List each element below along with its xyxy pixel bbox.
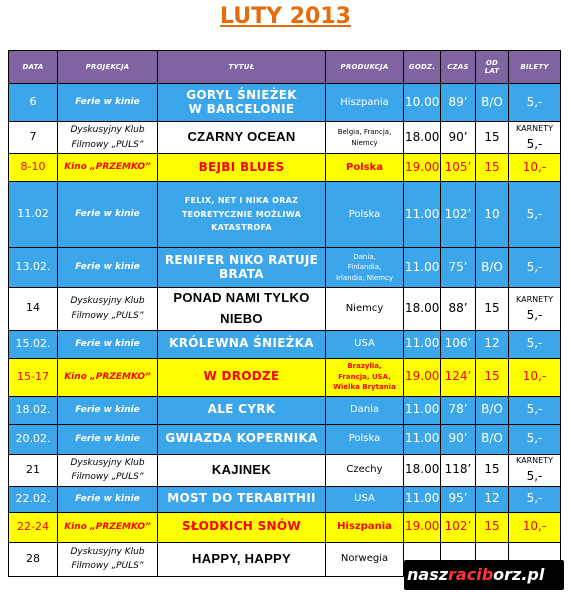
cell-age: B/O [476, 424, 509, 454]
cell-date: 11.02 [9, 182, 58, 248]
projection-line: Filmowy „PULS” [71, 472, 144, 483]
title-line: W BARCELONIE [188, 101, 295, 116]
cell-production [326, 358, 404, 396]
title-line: NIEBO [220, 310, 263, 326]
cell-projection: Kino „PRZEMKO” [58, 154, 158, 182]
cell-production: Polska [326, 424, 404, 454]
cell-tickets: 10,- [509, 512, 561, 542]
page-title: LUTY 2013 [220, 4, 351, 29]
cell-projection [58, 122, 158, 154]
cell-tickets: 5,- [509, 486, 561, 512]
cell-title: MOST DO TERABITHII [158, 486, 326, 512]
cell-title: KAJINEK [158, 454, 326, 486]
header-time: GODZ. [404, 51, 441, 84]
header-production: PRODUKCJA [326, 51, 404, 84]
cell-date: 6 [9, 84, 58, 122]
cell-duration: 90’ [441, 424, 476, 454]
cell-projection [58, 288, 158, 331]
schedule-table [8, 50, 561, 577]
cell-age: 12 [476, 330, 509, 358]
cell-production: Niemcy [326, 288, 404, 331]
table-row [9, 454, 561, 486]
cell-projection: Ferie w kinie [58, 182, 158, 248]
cell-date: 22-24 [9, 512, 58, 542]
cell-tickets: 5,- [509, 182, 561, 248]
cell-age: 15 [476, 154, 509, 182]
cell-time: 18.00 [404, 122, 441, 154]
title-line: BRATA [219, 266, 264, 281]
cell-time: 18.00 [404, 454, 441, 486]
table-row [9, 248, 561, 288]
logo-part: racib [448, 565, 494, 584]
cell-production: Dania [326, 396, 404, 424]
production-line: Francja, USA, [338, 372, 391, 381]
cell-tickets: 5,- [509, 84, 561, 122]
table-row [9, 512, 561, 542]
cell-time: 11.00 [404, 182, 441, 248]
cell-duration: 78’ [441, 396, 476, 424]
production-line: Finlandia, [347, 263, 382, 272]
cell-time: 11.00 [404, 486, 441, 512]
table-row [9, 154, 561, 182]
cell-time: 11.00 [404, 396, 441, 424]
projection-line: Filmowy „PULS” [71, 310, 144, 321]
table-row [9, 396, 561, 424]
header-title: TYTUŁ [158, 51, 326, 84]
cell-tickets [509, 454, 561, 486]
cell-title: ALE CYRK [158, 396, 326, 424]
cell-time: 19.00 [404, 512, 441, 542]
header-age-line-1: OD [485, 58, 499, 67]
projection-line: Filmowy „PULS” [71, 139, 144, 150]
cell-date: 15.02. [9, 330, 58, 358]
table-row [9, 330, 561, 358]
cell-age: 15 [476, 288, 509, 331]
table-row [9, 84, 561, 122]
cell-date: 18.02. [9, 396, 58, 424]
cell-title: SŁODKICH SNÓW [158, 512, 326, 542]
cell-tickets: 10,- [509, 358, 561, 396]
tickets-label: KARNETY [516, 456, 553, 466]
cell-title: W DRODZE [158, 358, 326, 396]
table-row [9, 424, 561, 454]
production-line: Brazylia, [347, 362, 382, 371]
cell-age: 12 [476, 486, 509, 512]
cell-tickets: 5,- [509, 330, 561, 358]
production-line: Wielka Brytania [333, 383, 396, 392]
cell-projection: Ferie w kinie [58, 84, 158, 122]
logo-part: nasz [407, 565, 449, 584]
cell-projection: Kino „PRZEMKO” [58, 512, 158, 542]
cell-time: 11.00 [404, 330, 441, 358]
cell-duration: 95’ [441, 486, 476, 512]
table-row [9, 486, 561, 512]
site-logo[interactable] [404, 560, 564, 590]
cell-age: 15 [476, 122, 509, 154]
cell-date: 22.02. [9, 486, 58, 512]
cell-duration: 102’ [441, 182, 476, 248]
cell-title: KRÓLEWNA ŚNIEŻKA [158, 330, 326, 358]
cell-production: Hiszpania [326, 84, 404, 122]
cell-production: Polska [326, 182, 404, 248]
cell-title: CZARNY OCEAN [158, 122, 326, 154]
projection-line: Filmowy „PULS” [71, 561, 144, 572]
cell-production: Hiszpania [326, 512, 404, 542]
cell-date: 20.02. [9, 424, 58, 454]
cell-production [326, 248, 404, 288]
header-projection: PROJEKCJA [58, 51, 158, 84]
cell-time: 19.00 [404, 154, 441, 182]
header-date: DATA [9, 51, 58, 84]
cell-time: 18.00 [404, 288, 441, 331]
cell-duration: 105’ [441, 154, 476, 182]
tickets-price: 5,- [526, 469, 543, 484]
cell-projection: Ferie w kinie [58, 424, 158, 454]
table-row [9, 288, 561, 331]
cell-age: 15 [476, 454, 509, 486]
cell-age: 15 [476, 358, 509, 396]
cell-duration: 106’ [441, 330, 476, 358]
cell-time: 11.00 [404, 248, 441, 288]
cell-age: 15 [476, 512, 509, 542]
projection-line: Dyskusyjny Klub [70, 125, 145, 136]
cell-production: Polska [326, 154, 404, 182]
cell-projection: Ferie w kinie [58, 396, 158, 424]
cell-date: 15-17 [9, 358, 58, 396]
table-row [9, 182, 561, 248]
cell-time: 19.00 [404, 358, 441, 396]
cell-projection: Ferie w kinie [58, 486, 158, 512]
cell-duration: 89’ [441, 84, 476, 122]
cell-projection: Kino „PRZEMKO” [58, 358, 158, 396]
cell-title [158, 248, 326, 288]
tickets-label: KARNETY [516, 294, 553, 304]
cell-age: B/O [476, 84, 509, 122]
cell-production: USA [326, 486, 404, 512]
cell-date: 28 [9, 542, 58, 576]
cell-duration: 118’ [441, 454, 476, 486]
tickets-label: KARNETY [516, 123, 553, 133]
cell-time: 10.00 [404, 84, 441, 122]
cell-title: HAPPY, HAPPY [158, 542, 326, 576]
cell-duration: 75’ [441, 248, 476, 288]
cell-date: 14 [9, 288, 58, 331]
projection-line: Dyskusyjny Klub [70, 546, 145, 557]
production-line: Irlandia, Niemcy [335, 273, 394, 282]
cell-duration: 102’ [441, 512, 476, 542]
logo-part: orz.pl [493, 565, 545, 584]
cell-tickets: 5,- [509, 396, 561, 424]
projection-line: Dyskusyjny Klub [70, 457, 145, 468]
cell-age: B/O [476, 396, 509, 424]
cell-age: B/O [476, 248, 509, 288]
cell-tickets [509, 288, 561, 331]
cell-duration: 124’ [441, 358, 476, 396]
cell-title [158, 84, 326, 122]
cell-date: 8-10 [9, 154, 58, 182]
header-duration: CZAS [441, 51, 476, 84]
tickets-price: 5,- [526, 136, 543, 151]
production-line: Belgia, Francja, [337, 128, 392, 136]
title-line: GORYL ŚNIEŻEK [186, 87, 297, 102]
cell-date: 21 [9, 454, 58, 486]
header-age [476, 51, 509, 84]
production-line: Niemcy [351, 138, 378, 147]
header-tickets: BILETY [509, 51, 561, 84]
cell-projection [58, 542, 158, 576]
cell-tickets [509, 122, 561, 154]
cell-age: 10 [476, 182, 509, 248]
cell-date: 7 [9, 122, 58, 154]
title-line: PONAD NAMI TYLKO [173, 290, 310, 305]
title-line: FELIX, NET I NIKA ORAZ [184, 196, 299, 206]
table-row [9, 122, 561, 154]
cell-production: USA [326, 330, 404, 358]
title-line: RENIFER NIKO RATUJE [164, 252, 319, 267]
cell-title [158, 288, 326, 331]
table-row [9, 358, 561, 396]
cell-duration: 90’ [441, 122, 476, 154]
production-line: Dania, [353, 252, 376, 261]
cell-duration: 88’ [441, 288, 476, 331]
title-line: TEORETYCZNIE MOŻLIWA [181, 209, 302, 219]
cell-projection: Ferie w kinie [58, 248, 158, 288]
cell-tickets: 5,- [509, 424, 561, 454]
title-line: KATASTROFA [211, 223, 272, 233]
cell-production [326, 122, 404, 154]
cell-title [158, 182, 326, 248]
cell-time: 11.00 [404, 424, 441, 454]
cell-tickets: 10,- [509, 154, 561, 182]
cell-date: 13.02. [9, 248, 58, 288]
header-age-line-2: LAT [484, 67, 500, 75]
cell-production: Norwegia [326, 542, 404, 576]
cell-title: BEJBI BLUES [158, 154, 326, 182]
cell-production: Czechy [326, 454, 404, 486]
tickets-price: 5,- [526, 307, 543, 322]
cell-tickets: 5,- [509, 248, 561, 288]
table-header-row [9, 51, 561, 84]
cell-title: GWIAZDA KOPERNIKA [158, 424, 326, 454]
cell-projection [58, 454, 158, 486]
projection-line: Dyskusyjny Klub [70, 296, 145, 307]
cell-projection: Ferie w kinie [58, 330, 158, 358]
